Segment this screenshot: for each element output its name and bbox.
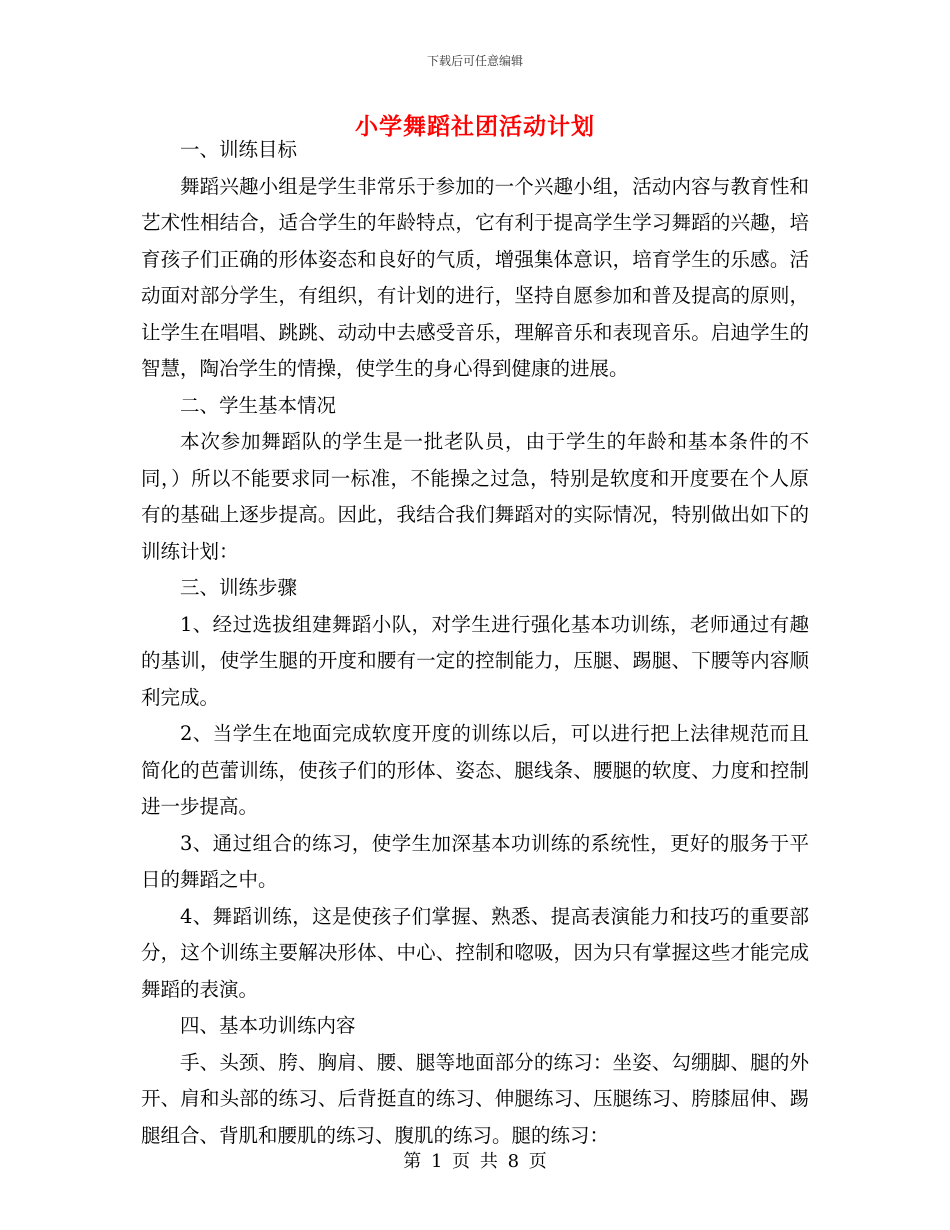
paragraph: 2、当学生在地面完成软度开度的训练以后，可以进行把上法律规范而且简化的芭蕾训练，使孩子们的形体、姿态、腿线条、腰腿的软度、力度和控制进一步提高。 <box>141 722 809 818</box>
section-heading: 一、训练目标 <box>180 138 298 161</box>
paragraph: 舞蹈兴趣小组是学生非常乐于参加的一个兴趣小组，活动内容与教育性和艺术性相结合，适合学生的年龄特点，它有利于提高学生学习舞蹈的兴趣，培育孩子们正确的形体姿态和良好的气质，增强集体意识，培育学生的乐感。活动面对部分学生，有组织，有计划的进行，坚持自愿参加和普及提高的原则，让学生在唱唱、跳跳、动动中去感受音乐，理解音乐和表现音乐。启迪学生的智慧，陶冶学生的情操，使学生的身心得到健康的进展。 <box>141 174 809 380</box>
paragraph: 3、通过组合的练习，使学生加深基本功训练的系统性，更好的服务于平日的舞蹈之中。 <box>141 831 809 891</box>
page-header-note: 下载后可任意编辑 <box>426 54 523 68</box>
page-number-footer: 第 1 页 共 8 页 <box>403 1151 547 1172</box>
paragraph: 本次参加舞蹈队的学生是一批老队员，由于学生的年龄和基本条件的不同，）所以不能要求同一标准，不能操之过急，特别是软度和开度要在个人原有的基础上逐步提高。因此，我结合我们舞蹈对的实际情况，特别做出如下的训练计划： <box>141 430 809 563</box>
section-heading: 三、训练步骤 <box>180 576 298 599</box>
paragraph: 4、舞蹈训练，这是使孩子们掌握、熟悉、提高表演能力和技巧的重要部分，这个训练主要解决形体、中心、控制和唿吸，因为只有掌握这些才能完成舞蹈的表演。 <box>141 904 809 1001</box>
section-heading: 二、学生基本情况 <box>180 393 337 417</box>
paragraph: 手、头颈、胯、胸肩、腰、腿等地面部分的练习：坐姿、勾绷脚、腿的外开、肩和头部的练习、后背挺直的练习、伸腿练习、压腿练习、胯膝屈伸、踢腿组合、背肌和腰肌的练习、腹肌的练习。腿的练习： <box>141 1050 809 1147</box>
paragraph: 1、经过选拔组建舞蹈小队，对学生进行强化基本功训练，老师通过有趣的基训，使学生腿的开度和腰有一定的控制能力，压腿、踢腿、下腰等内容顺利完成。 <box>141 612 809 709</box>
document-body <box>141 132 809 1154</box>
section-heading: 四、基本功训练内容 <box>180 1014 356 1037</box>
document-title: 小学舞蹈社团活动计划 <box>355 113 595 140</box>
